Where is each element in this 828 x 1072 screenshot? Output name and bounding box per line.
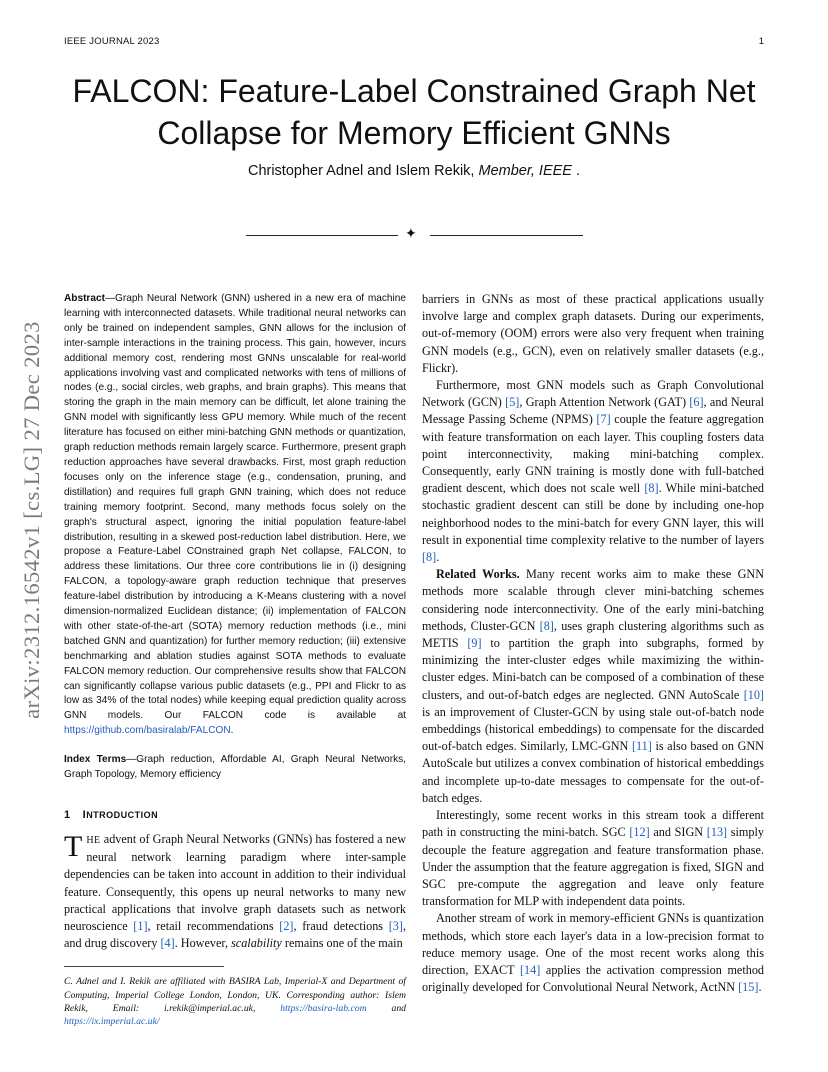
run-in-heading: Related Works. [436, 567, 520, 582]
right-column [422, 291, 764, 996]
paragraph [422, 807, 764, 910]
section-title-first: I [82, 809, 87, 821]
section-title-rest: NTRODUCTION [86, 810, 159, 820]
paragraph-text: is also based on GNN AutoScale but utilizes a convex combination of historical embeddings and incomplete up-to-date messages to compensate for the out-of-batch edges. [422, 739, 764, 805]
intro-paragraph [64, 831, 406, 952]
page-number: 1 [758, 36, 764, 47]
citation[interactable]: [6] [689, 395, 704, 410]
affiliation-footnote [64, 975, 406, 1028]
divider-line-left [246, 235, 398, 236]
citation[interactable]: [8] [422, 550, 437, 565]
imperial-link[interactable]: https://ix.imperial.ac.uk/ [64, 1016, 160, 1028]
paragraph [422, 291, 764, 377]
title-divider [0, 226, 828, 246]
index-terms [64, 753, 406, 783]
divider-line-right [430, 235, 583, 236]
intro-text-3: , fraud detections [293, 919, 389, 934]
paragraph [422, 910, 764, 996]
intro-text-4: , and drug discovery [64, 919, 406, 951]
abstract-text: —Graph Neural Network (GNN) ushered in a new era of machine learning with interconnected datasets. While traditional neural networks can only be trained on independent samples, GNN allows for the inclusion of inter-sample interactions in the training process. This gain, however, incurs additional memory cost, rendering most GNNs unscalable for real-world applications involving vast and complicated networks with tens of millions of nodes (e.g., social circles, web graphs, and brain graphs). This means that storing the graph in the main memory can be difficult, let alone training the GNN model with significantly less GPU memory. While much of the recent literature has focused on either mini-batching GNN methods or quantization, graph reduction methods remain largely scarce. Furthermore, present graph reduction approaches have several drawbacks. First, most graph reduction focuses only on the inference stage (e.g., condensation, pruning, and distillation) and requires full graph GNN training, which does not reduce training memory footprint. Second, many methods focus solely on the graph's structural aspect, ignoring the initial population feature-label distribution, resulting in a skewed post-reduction label distribution. Here, we propose a Feature-Label COnstrained graph Net collapse, FALCON, to address these limitations. Our three core contributions lie in (i) designing FALCON, a topology-aware graph reduction technique that preserves feature-label distribution by introducing a K-Means clustering with a novel dimension-normalized Euclidean distance; (ii) implementation of FALCON with other state-of-the-art (SOTA) memory reduction methods (i.e., mini batched GNN and quantization) for further memory reduction; (iii) extensive benchmarking and ablation studies against SOTA methods to evaluate FALCON memory reduction. Our comprehensive results show that FALCON can significantly collapse various public datasets (e.g., PPI and Flickr to as low as 34% of the total nodes) while keeping equal prediction quality across GNN models. Our FALCON code is available at [64, 293, 406, 722]
author-names: Christopher Adnel and Islem Rekik, [247, 163, 475, 179]
paragraph-text: barriers in GNNs as most of these practical applications usually involve large and complex graph datasets. During our experiments, out-of-memory (OOM) errors were also very frequent when training GNN models (e.g., GCN), even on relatively smaller datasets (e.g., Flickr). [422, 292, 764, 375]
paragraph-text: to partition the graph into subgraphs, formed by minimizing the inter-cluster edges while maximizing the within-cluster edges. Mini-batch can be composed of a combination of these clusters, and out-of-batch edges are neglected. GNN AutoScale [422, 636, 764, 702]
paragraph-text: , and Neural Message Passing Scheme (NPMS) [422, 395, 764, 427]
author-line [40, 163, 788, 179]
citation[interactable]: [11] [631, 739, 652, 754]
paragraph-text: and SIGN [649, 825, 707, 840]
paragraph-text: Interestingly, some recent works in this stream took a different path in constructing the mini-batch. SGC [422, 808, 764, 840]
index-terms-text: —Graph reduction, Affordable AI, Graph Neural Networks, Graph Topology, Memory efficiency [64, 754, 406, 781]
author-tail: . [576, 163, 581, 179]
intro-text-1: advent of Graph Neural Networks (GNNs) has fostered a new neural network learning paradigm where inter-sample dependencies can be taken into account in addition to their individual feature. Consequently, this opens up neural networks to many new practical applications that involve graph datasets such as network neuroscience [64, 832, 406, 934]
running-header: IEEE JOURNAL 2023 [64, 36, 160, 47]
paragraph-text: applies the activation compression method originally developed for Convolutional Neural Network, ActNN [422, 962, 765, 995]
citation[interactable]: [10] [743, 687, 764, 702]
citation[interactable]: [5] [505, 395, 520, 410]
drop-cap: T [64, 830, 83, 863]
section-heading-introduction [64, 809, 406, 821]
citation[interactable]: [4] [160, 936, 175, 951]
abstract-label: Abstract [64, 293, 105, 304]
arxiv-identifier: arXiv:2312.16542v1 [cs.LG] 27 Dec 2023 [19, 321, 44, 719]
paragraph-text: , uses graph clustering algorithms such as METIS [422, 618, 764, 651]
code-link[interactable]: https://github.com/basiralab/FALCON [64, 725, 231, 737]
paragraph-text: Many recent works aim to make these GNN methods more scalable through clever mini-batching schemes considering node interconnectivity. One of the early mini-batching methods, Cluster-GCN [422, 567, 764, 633]
paragraph-text: is an improvement of Cluster-GCN by using stale out-of-batch node embeddings (historical embeddings) to compensate for the discarded out-of-batch edges. Similarly, LMC-GNN [422, 704, 764, 754]
paragraph-text: . [758, 980, 762, 995]
paragraph-text: Furthermore, most GNN models such as Graph Convolutional Network (GCN) [422, 378, 764, 410]
citation[interactable]: [8] [539, 618, 554, 633]
lab-link[interactable]: https://basira-lab.com [280, 1002, 367, 1014]
paragraph-text: couple the feature aggregation with feature transformation on each layer. This coupling fosters data point interconnectivity, making mini-batching complex. Consequently, early GNN training is mostly done with full-batched gradient descent, which does not scale well [422, 412, 764, 496]
citation[interactable]: [1] [133, 919, 148, 934]
abstract-end: . [230, 725, 234, 737]
intro-text-2: , retail recommendations [147, 919, 280, 934]
citation[interactable]: [13] [706, 825, 728, 840]
arxiv-stamp [6, 290, 58, 750]
citation[interactable]: [2] [279, 919, 294, 934]
citation[interactable]: [14] [520, 962, 541, 977]
citation[interactable]: [15] [738, 980, 759, 995]
citation[interactable]: [9] [467, 636, 482, 651]
section-number: 1 [64, 809, 71, 821]
citation[interactable]: [3] [388, 919, 403, 934]
citation[interactable]: [7] [596, 412, 611, 427]
author-role: Member, IEEE [478, 163, 572, 179]
citation[interactable]: [12] [629, 825, 650, 840]
paragraph-text: , Graph Attention Network (GAT) [519, 395, 690, 410]
paper-title: FALCON: Feature-Label Constrained Graph Net Collapse for Memory Efficient GNNs [72, 73, 756, 151]
intro-smallcaps: HE [86, 835, 101, 846]
paragraph-text: . [436, 550, 440, 565]
footnote-rule [64, 966, 224, 967]
intro-emphasis: scalability [231, 936, 282, 951]
intro-text-5: . However, [174, 936, 232, 951]
footnote-mid: and [366, 1002, 406, 1014]
paragraph-related-works [422, 566, 764, 807]
diamond-ornament-icon: ✦ [405, 226, 417, 242]
paragraph-text: . While mini-batched stochastic gradient descent can still be done by including one-hop neighborhood nodes to the mini-batch for every GNN layer, this will result in exponential time complexity relative to the number of layers [422, 481, 764, 547]
citation[interactable]: [8] [644, 481, 659, 496]
paragraph-text: Another stream of work in memory-efficient GNNs is quantization methods, which store each layer's data in a low-precision format to reduce memory usage. One of the most recent works along this direction, EXACT [422, 911, 764, 977]
paragraph [422, 377, 764, 566]
footnote-text: C. Adnel and I. Rekik are affiliated with BASIRA Lab, Imperial-X and Department of Computing, Imperial College London, London, UK. Corresponding author: Islem Rekik, Email: i.rekik@imperial.ac.uk, [64, 976, 406, 1014]
abstract [64, 292, 406, 739]
intro-text-6: remains one of the main [281, 936, 403, 951]
paragraph-text: simply decouple the feature aggregation and feature transformation phase. Under the assumption that the feature aggregation is fixed, SIGN and SGC pre-compute the aggregation and leave only feature transformation for MLP with independent data points. [422, 825, 764, 909]
index-terms-label: Index Terms [64, 754, 127, 766]
left-column [64, 292, 406, 1028]
